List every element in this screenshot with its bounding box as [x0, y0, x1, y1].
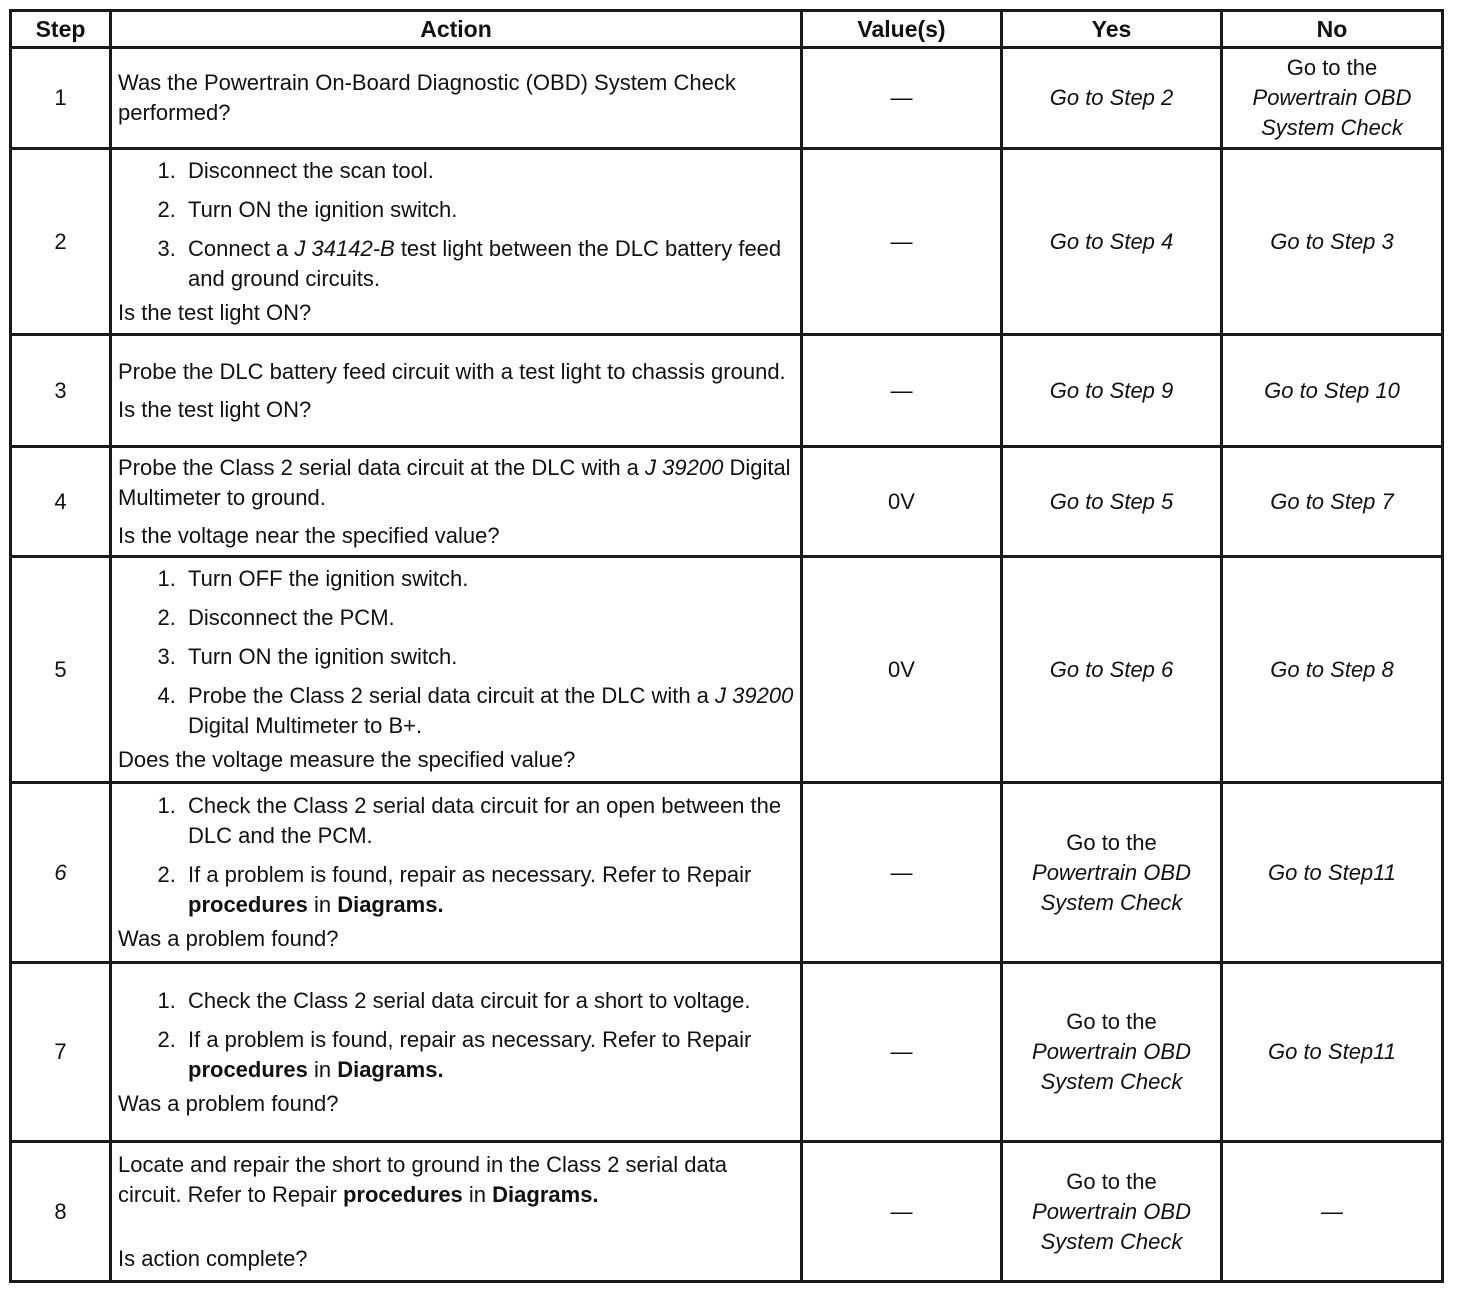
item-text: Locate and repair the short to ground in the Class 2 serial data circuit. Refer to Repair	[118, 1151, 728, 1207]
item-text: Probe the Class 2 serial data circuit at the DLC with a	[188, 683, 716, 708]
table-row	[11, 1142, 1443, 1282]
action-text	[118, 1150, 794, 1210]
item-text: Probe the Class 2 serial data circuit at the DLC with a	[118, 454, 646, 480]
question-text: Is the voltage near the specified value?	[118, 522, 500, 548]
value-cell: —	[802, 48, 1002, 149]
no-cell	[1222, 48, 1443, 149]
yes-line: System Check	[1040, 1069, 1183, 1094]
yes-line: Powertrain OBD	[1032, 859, 1191, 885]
no-line: System Check	[1261, 115, 1403, 140]
step-number: 3	[11, 335, 111, 447]
table-row	[11, 963, 1443, 1142]
item-text: in	[307, 892, 338, 917]
item-text: If a problem is found, repair as necessary. Refer to Repair	[188, 1026, 752, 1052]
action-cell	[111, 963, 802, 1142]
item-text: Diagrams.	[337, 892, 444, 917]
step-number: 6	[11, 783, 111, 963]
list-item	[182, 860, 794, 920]
list-item: 1. Disconnect the scan tool.	[182, 156, 794, 186]
header-row	[11, 11, 1443, 48]
step-number: 8	[11, 1142, 111, 1282]
no-cell: —	[1222, 1142, 1443, 1282]
item-text: Connect a	[188, 235, 295, 261]
value-cell: 0V	[802, 557, 1002, 783]
list-item: 1. Check the Class 2 serial data circuit for a short to voltage.	[182, 986, 794, 1016]
no-line: Powertrain OBD	[1252, 85, 1412, 110]
no-cell: Go to Step 8	[1222, 557, 1443, 783]
question-text: Is the test light ON?	[118, 396, 312, 422]
item-text: Diagrams.	[337, 1056, 444, 1082]
action-cell	[111, 447, 802, 557]
tool-number: J 34142-B	[294, 235, 395, 261]
action-cell	[111, 335, 802, 447]
item-text: in	[462, 1181, 493, 1207]
header-action: Action	[111, 11, 802, 48]
spacer	[118, 1210, 794, 1244]
action-cell	[111, 783, 802, 963]
value-cell: —	[802, 149, 1002, 335]
value-cell: 0V	[802, 447, 1002, 557]
yes-cell	[1002, 963, 1222, 1142]
yes-line: Powertrain OBD	[1032, 1039, 1191, 1064]
action-list	[118, 564, 794, 741]
no-line: Go to the	[1286, 55, 1378, 80]
header-yes: Yes	[1002, 11, 1222, 48]
action-list	[118, 986, 794, 1085]
no-cell: Go to Step 7	[1222, 447, 1443, 557]
item-text: procedures	[188, 892, 308, 917]
list-item	[182, 681, 794, 741]
yes-cell: Go to Step 9	[1002, 335, 1222, 447]
step-number: 1	[11, 48, 111, 149]
diagnostic-table	[9, 9, 1444, 1283]
list-item: 3. Turn ON the ignition switch.	[182, 642, 794, 672]
table-row	[11, 48, 1443, 149]
question-text: Is action complete?	[118, 1245, 308, 1271]
value-cell: —	[802, 335, 1002, 447]
header-no: No	[1222, 11, 1443, 48]
action-text: Was the Powertrain On-Board Diagnostic (OBD) System Check performed?	[118, 70, 736, 125]
action-text	[118, 453, 794, 513]
table-row	[11, 783, 1443, 963]
step-number: 2	[11, 149, 111, 335]
table-row	[11, 335, 1443, 447]
action-cell	[111, 48, 802, 149]
list-item: 2. Turn ON the ignition switch.	[182, 195, 794, 225]
value-cell: —	[802, 963, 1002, 1142]
list-item	[182, 1025, 794, 1085]
no-cell: Go to Step 3	[1222, 149, 1443, 335]
action-text: Probe the DLC battery feed circuit with a test light to chassis ground.	[118, 358, 786, 384]
question-text: Was a problem found?	[118, 926, 339, 951]
list-item: 1. Turn OFF the ignition switch.	[182, 564, 794, 594]
yes-line: Go to the	[1066, 1009, 1157, 1034]
yes-cell: Go to Step 2	[1002, 48, 1222, 149]
list-item: 1. Check the Class 2 serial data circuit for an open between the DLC and the PCM.	[182, 791, 794, 851]
yes-line: Go to the	[1066, 1168, 1157, 1194]
value-cell: —	[802, 783, 1002, 963]
yes-cell	[1002, 783, 1222, 963]
yes-line: Powertrain OBD	[1032, 1198, 1191, 1224]
no-cell: Go to Step 10	[1222, 335, 1443, 447]
item-text: Diagrams.	[492, 1181, 599, 1207]
step-number: 7	[11, 963, 111, 1142]
item-text: test light between the DLC battery feed and ground circuits.	[188, 235, 782, 291]
tool-number: J 39200	[645, 454, 724, 480]
step-number: 4	[11, 447, 111, 557]
header-values: Value(s)	[802, 11, 1002, 48]
yes-line: System Check	[1040, 1228, 1183, 1254]
table-row	[11, 557, 1443, 783]
item-text: in	[307, 1056, 338, 1082]
value-cell: —	[802, 1142, 1002, 1282]
yes-cell	[1002, 1142, 1222, 1282]
header-step: Step	[11, 11, 111, 48]
yes-cell: Go to Step 4	[1002, 149, 1222, 335]
tool-number: J 39200	[715, 683, 794, 708]
item-text: Digital Multimeter to ground.	[118, 454, 791, 510]
table-row	[11, 149, 1443, 335]
action-cell	[111, 1142, 802, 1282]
item-text: Digital Multimeter to B+.	[188, 713, 423, 738]
item-text: procedures	[342, 1181, 463, 1207]
action-list	[118, 791, 794, 920]
question-text: Is the test light ON?	[118, 299, 312, 325]
no-cell: Go to Step11	[1222, 783, 1443, 963]
action-list	[118, 156, 794, 294]
item-text: If a problem is found, repair as necessary. Refer to Repair	[188, 862, 752, 887]
table-row	[11, 447, 1443, 557]
list-item: 2. Disconnect the PCM.	[182, 603, 794, 633]
action-cell	[111, 557, 802, 783]
step-number: 5	[11, 557, 111, 783]
question-text: Does the voltage measure the specified value?	[118, 747, 576, 772]
action-cell	[111, 149, 802, 335]
yes-line: System Check	[1040, 889, 1183, 915]
list-item	[182, 234, 794, 294]
item-text: procedures	[188, 1056, 308, 1082]
yes-cell: Go to Step 6	[1002, 557, 1222, 783]
no-cell: Go to Step11	[1222, 963, 1443, 1142]
question-text: Was a problem found?	[118, 1090, 339, 1116]
yes-cell: Go to Step 5	[1002, 447, 1222, 557]
yes-line: Go to the	[1066, 829, 1157, 855]
